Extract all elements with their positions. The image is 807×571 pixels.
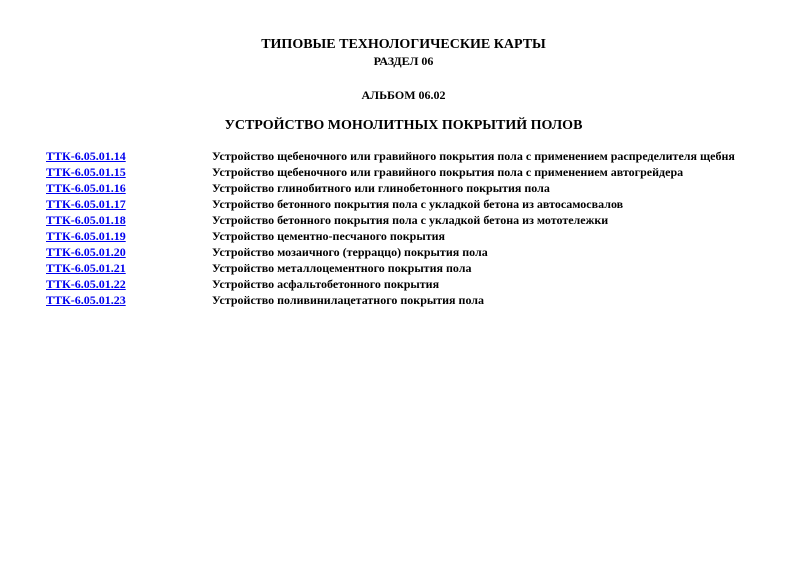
- document-code-link[interactable]: ТТК-6.05.01.16: [46, 181, 126, 195]
- document-title-text: Устройство асфальтобетонного покрытия: [212, 277, 440, 291]
- document-title-text: Устройство щебеночного или гравийного покрытия пола с применением автогрейдера: [212, 165, 684, 179]
- document-title-text: Устройство поливинилацетатного покрытия пола: [212, 293, 485, 307]
- document-code-link[interactable]: ТТК-6.05.01.22: [46, 277, 126, 291]
- document-code-link[interactable]: ТТК-6.05.01.23: [46, 293, 126, 307]
- list-item: [46, 180, 807, 196]
- list-item: [46, 260, 807, 276]
- list-item: [46, 164, 807, 180]
- section-title: УСТРОЙСТВО МОНОЛИТНЫХ ПОКРЫТИЙ ПОЛОВ: [224, 118, 583, 133]
- document-code-link[interactable]: ТТК-6.05.01.17: [46, 197, 126, 211]
- document-title-text: Устройство металлоцементного покрытия пола: [212, 261, 472, 275]
- document-title-text: Устройство глинобитного или глинобетонного покрытия пола: [212, 181, 550, 195]
- document-code-link[interactable]: ТТК-6.05.01.20: [46, 245, 126, 259]
- list-item: [46, 148, 807, 164]
- list-item: [46, 212, 807, 228]
- document-code-link[interactable]: ТТК-6.05.01.18: [46, 213, 126, 227]
- document-title-text: Устройство мозаичного (терраццо) покрытия пола: [212, 245, 488, 259]
- document-code-link[interactable]: ТТК-6.05.01.21: [46, 261, 126, 275]
- list-item: [46, 244, 807, 260]
- list-item: [46, 196, 807, 212]
- document-title-text: Устройство бетонного покрытия пола с укладкой бетона из автосамосвалов: [212, 197, 624, 211]
- list-item: [46, 292, 807, 308]
- document-list: [46, 148, 807, 308]
- list-item: [46, 276, 807, 292]
- document-code-link[interactable]: ТТК-6.05.01.19: [46, 229, 126, 243]
- document-title: ТИПОВЫЕ ТЕХНОЛОГИЧЕСКИЕ КАРТЫ: [261, 37, 546, 52]
- list-item: [46, 228, 807, 244]
- document-code-link[interactable]: ТТК-6.05.01.14: [46, 149, 126, 163]
- document-title-text: Устройство цементно-песчаного покрытия: [212, 229, 446, 243]
- document-title-text: Устройство щебеночного или гравийного покрытия пола с применением распределителя щебня: [212, 149, 735, 163]
- section-number: РАЗДЕЛ 06: [373, 54, 434, 68]
- document-title-text: Устройство бетонного покрытия пола с укладкой бетона из мототележки: [212, 213, 609, 227]
- document-code-link[interactable]: ТТК-6.05.01.15: [46, 165, 126, 179]
- album-number: АЛЬБОМ 06.02: [361, 88, 446, 102]
